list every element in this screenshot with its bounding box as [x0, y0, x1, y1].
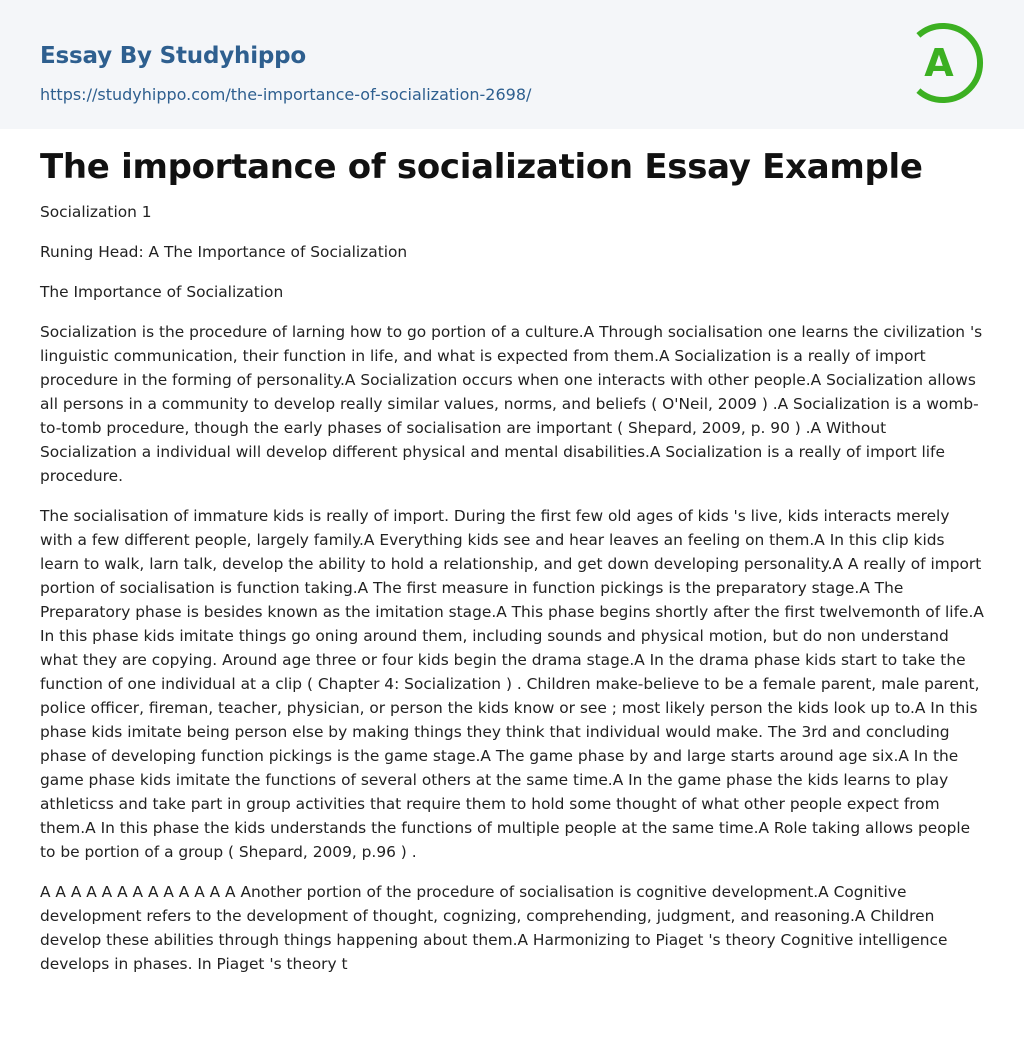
- essay-paragraph-2: Runing Head: A The Importance of Socialization: [40, 243, 408, 261]
- essay-body: [40, 200, 986, 992]
- site-title: Essay By Studyhippo: [40, 43, 307, 69]
- essay-paragraph-1: Socialization 1: [40, 203, 152, 221]
- essay-title: The importance of socialization Essay Example: [40, 147, 923, 187]
- essay-paragraph-4: Socialization is the procedure of larning how to go portion of a culture.A Through socialisation one learns the civilization 's linguistic communication, their function in life, and what is expected from them.A Socialization is a really of import procedure in the forming of personality.A Socialization occurs when one interacts with other people.A Socialization allows all persons in a community to develop really similar values, norms, and beliefs ( O'Neil, 2009 ) .A Socialization is a womb-to-tomb procedure, though the early phases of socialisation are important ( Shepard, 2009, p. 90 ) .A Without Socialization a individual will develop different physical and mental disabilities.A Socialization is a really of import life procedure.: [40, 323, 983, 485]
- essay-paragraph-3: The Importance of Socialization: [40, 283, 284, 301]
- essay-paragraph-6: A A A A A A A A A A A A A Another portion of the procedure of socialisation is cognitive development.A Cognitive development refers to the development of thought, cognizing, comprehending, judgment, and reasoning.A Children develop these abilities through things happening about them.A Harmonizing to Piaget 's theory Cognitive intelligence develops in phases. In Piaget 's theory t: [40, 883, 948, 973]
- essay-paragraph-5: The socialisation of immature kids is really of import. During the first few old ages of kids 's live, kids interacts merely with a few different people, largely family.A Everything kids see and hear leaves an feeling on them.A In this clip kids learn to walk, larn talk, develop the ability to hold a relationship, and get down developing personality.A A really of import portion of socialisation is function taking.A The first measure in function pickings is the preparatory stage.A The Preparatory phase is besides known as the imitation stage.A This phase begins shortly after the first twelvemonth of life.A In this phase kids imitate things go oning around them, including sounds and physical motion, but do non understand what they are copying. Around age three or four kids begin the drama stage.A In the drama phase kids start to take the function of one individual at a clip ( Chapter 4: Socialization ) . Children make-believe to be a female parent, male parent, police officer, fireman, teacher, physician, or person the kids know or see ; most likely person the kids look up to.A In this phase kids imitate being person else by making things they think that individual would make. The 3rd and concluding phase of developing function pickings is the game stage.A The game phase by and large starts around age six.A In the game phase kids imitate the functions of several others at the same time.A In the game phase the kids learns to play athleticss and take part in group activities that require them to hold some thought of what other people expect from them.A In this phase the kids understands the functions of multiple people at the same time.A Role taking allows people to be portion of a group ( Shepard, 2009, p.96 ) .: [40, 507, 984, 861]
- logo-letter: A: [924, 41, 954, 85]
- essay-url-link[interactable]: https://studyhippo.com/the-importance-of-socialization-2698/: [40, 85, 532, 104]
